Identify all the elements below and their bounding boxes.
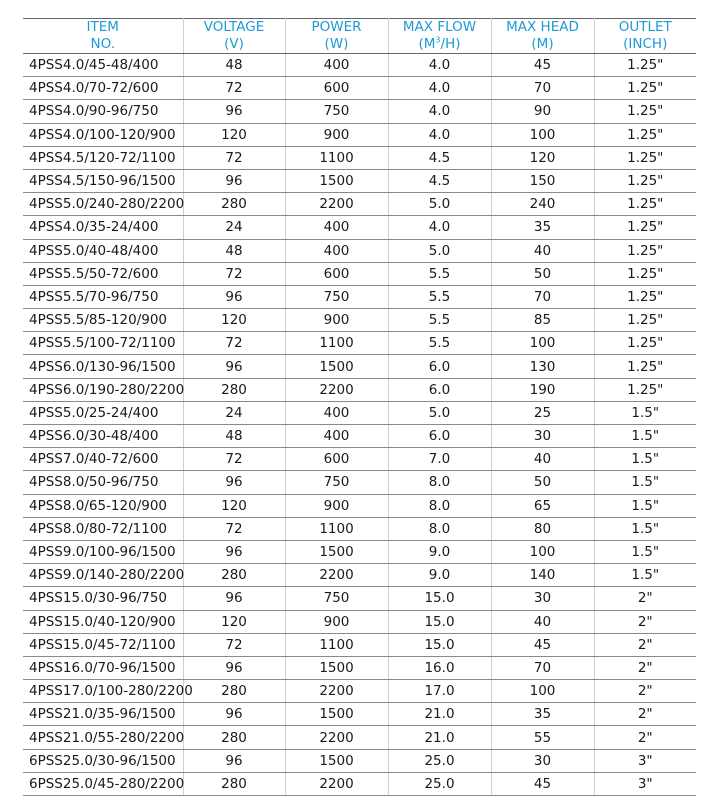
outlet-cell: 1.25" bbox=[594, 216, 696, 239]
voltage-cell: 72 bbox=[183, 448, 285, 471]
power-cell: 400 bbox=[285, 54, 388, 77]
power-cell: 750 bbox=[285, 285, 388, 308]
item-cell: 4PSS8.0/65-120/900 bbox=[23, 494, 183, 517]
power-cell: 2200 bbox=[285, 726, 388, 749]
header-row-2 bbox=[23, 36, 696, 54]
power-cell: 1500 bbox=[285, 169, 388, 192]
max-flow-cell: 8.0 bbox=[388, 517, 491, 540]
max-head-cell: 40 bbox=[491, 610, 594, 633]
item-cell: 6PSS25.0/30-96/1500 bbox=[23, 749, 183, 772]
table-row bbox=[23, 494, 696, 517]
flow-unit-prefix: (M bbox=[418, 36, 436, 52]
voltage-cell: 96 bbox=[183, 540, 285, 563]
max-flow-cell: 4.5 bbox=[388, 169, 491, 192]
header-voltage: VOLTAGE bbox=[183, 19, 285, 37]
outlet-cell: 1.25" bbox=[594, 100, 696, 123]
outlet-cell: 1.25" bbox=[594, 262, 696, 285]
header-power: POWER bbox=[285, 19, 388, 37]
voltage-cell: 48 bbox=[183, 54, 285, 77]
voltage-cell: 96 bbox=[183, 285, 285, 308]
voltage-cell: 120 bbox=[183, 309, 285, 332]
max-head-cell: 70 bbox=[491, 77, 594, 100]
outlet-cell: 1.25" bbox=[594, 355, 696, 378]
outlet-cell: 2" bbox=[594, 587, 696, 610]
voltage-cell: 280 bbox=[183, 193, 285, 216]
power-cell: 400 bbox=[285, 239, 388, 262]
table-row bbox=[23, 54, 696, 77]
voltage-cell: 120 bbox=[183, 494, 285, 517]
item-cell: 4PSS7.0/40-72/600 bbox=[23, 448, 183, 471]
max-flow-cell: 16.0 bbox=[388, 656, 491, 679]
max-flow-cell: 6.0 bbox=[388, 378, 491, 401]
max-head-cell: 45 bbox=[491, 54, 594, 77]
max-head-cell: 65 bbox=[491, 494, 594, 517]
max-flow-cell: 4.0 bbox=[388, 123, 491, 146]
power-cell: 750 bbox=[285, 471, 388, 494]
max-flow-cell: 7.0 bbox=[388, 448, 491, 471]
max-flow-cell: 5.0 bbox=[388, 193, 491, 216]
item-cell: 4PSS9.0/100-96/1500 bbox=[23, 540, 183, 563]
outlet-cell: 1.5" bbox=[594, 494, 696, 517]
voltage-cell: 48 bbox=[183, 239, 285, 262]
outlet-cell: 1.25" bbox=[594, 378, 696, 401]
max-head-cell: 50 bbox=[491, 262, 594, 285]
outlet-cell: 1.25" bbox=[594, 309, 696, 332]
max-head-cell: 85 bbox=[491, 309, 594, 332]
table-row bbox=[23, 146, 696, 169]
item-cell: 4PSS9.0/140-280/2200 bbox=[23, 564, 183, 587]
max-flow-cell: 15.0 bbox=[388, 633, 491, 656]
voltage-cell: 280 bbox=[183, 680, 285, 703]
header-power-unit: (W) bbox=[285, 36, 388, 54]
outlet-cell: 1.5" bbox=[594, 471, 696, 494]
table-row bbox=[23, 680, 696, 703]
table-row bbox=[23, 262, 696, 285]
outlet-cell: 2" bbox=[594, 656, 696, 679]
power-cell: 1500 bbox=[285, 656, 388, 679]
max-flow-cell: 25.0 bbox=[388, 749, 491, 772]
table-row bbox=[23, 332, 696, 355]
table-row bbox=[23, 239, 696, 262]
spec-table-container bbox=[23, 18, 696, 796]
power-cell: 750 bbox=[285, 587, 388, 610]
item-cell: 4PSS6.0/30-48/400 bbox=[23, 425, 183, 448]
power-cell: 900 bbox=[285, 123, 388, 146]
max-head-cell: 30 bbox=[491, 425, 594, 448]
flow-unit-suffix: /H) bbox=[440, 36, 461, 52]
max-head-cell: 240 bbox=[491, 193, 594, 216]
outlet-cell: 1.5" bbox=[594, 540, 696, 563]
max-flow-cell: 5.5 bbox=[388, 332, 491, 355]
power-cell: 400 bbox=[285, 425, 388, 448]
outlet-cell: 1.25" bbox=[594, 123, 696, 146]
outlet-cell: 1.25" bbox=[594, 332, 696, 355]
flow-unit-superscript: 3 bbox=[435, 35, 441, 45]
max-flow-cell: 5.0 bbox=[388, 239, 491, 262]
max-flow-cell: 6.0 bbox=[388, 425, 491, 448]
item-cell: 4PSS21.0/35-96/1500 bbox=[23, 703, 183, 726]
outlet-cell: 1.5" bbox=[594, 517, 696, 540]
max-head-cell: 55 bbox=[491, 726, 594, 749]
max-head-cell: 140 bbox=[491, 564, 594, 587]
max-head-cell: 130 bbox=[491, 355, 594, 378]
header-max-head-unit: (M) bbox=[491, 36, 594, 54]
max-flow-cell: 17.0 bbox=[388, 680, 491, 703]
max-head-cell: 100 bbox=[491, 332, 594, 355]
item-cell: 4PSS15.0/45-72/1100 bbox=[23, 633, 183, 656]
max-flow-cell: 25.0 bbox=[388, 772, 491, 795]
max-head-cell: 120 bbox=[491, 146, 594, 169]
max-flow-cell: 4.0 bbox=[388, 216, 491, 239]
item-cell: 4PSS5.0/240-280/2200 bbox=[23, 193, 183, 216]
voltage-cell: 280 bbox=[183, 772, 285, 795]
table-row bbox=[23, 471, 696, 494]
power-cell: 1100 bbox=[285, 332, 388, 355]
item-cell: 4PSS5.0/40-48/400 bbox=[23, 239, 183, 262]
voltage-cell: 48 bbox=[183, 425, 285, 448]
item-cell: 4PSS15.0/30-96/750 bbox=[23, 587, 183, 610]
voltage-cell: 72 bbox=[183, 77, 285, 100]
max-flow-cell: 5.5 bbox=[388, 262, 491, 285]
item-cell: 4PSS6.0/130-96/1500 bbox=[23, 355, 183, 378]
item-cell: 4PSS8.0/50-96/750 bbox=[23, 471, 183, 494]
voltage-cell: 24 bbox=[183, 401, 285, 424]
table-row bbox=[23, 448, 696, 471]
item-cell: 6PSS25.0/45-280/2200 bbox=[23, 772, 183, 795]
max-flow-cell: 5.0 bbox=[388, 401, 491, 424]
outlet-cell: 2" bbox=[594, 610, 696, 633]
power-cell: 1100 bbox=[285, 633, 388, 656]
item-cell: 4PSS4.0/45-48/400 bbox=[23, 54, 183, 77]
item-cell: 4PSS5.5/100-72/1100 bbox=[23, 332, 183, 355]
outlet-cell: 1.5" bbox=[594, 425, 696, 448]
table-row bbox=[23, 564, 696, 587]
table-row bbox=[23, 587, 696, 610]
item-cell: 4PSS21.0/55-280/2200 bbox=[23, 726, 183, 749]
item-cell: 4PSS4.0/35-24/400 bbox=[23, 216, 183, 239]
max-head-cell: 80 bbox=[491, 517, 594, 540]
max-head-cell: 45 bbox=[491, 633, 594, 656]
power-cell: 900 bbox=[285, 309, 388, 332]
voltage-cell: 280 bbox=[183, 564, 285, 587]
table-row bbox=[23, 100, 696, 123]
item-cell: 4PSS15.0/40-120/900 bbox=[23, 610, 183, 633]
table-row bbox=[23, 378, 696, 401]
voltage-cell: 72 bbox=[183, 146, 285, 169]
power-cell: 2200 bbox=[285, 564, 388, 587]
table-row bbox=[23, 425, 696, 448]
power-cell: 400 bbox=[285, 401, 388, 424]
max-head-cell: 30 bbox=[491, 587, 594, 610]
table-row bbox=[23, 401, 696, 424]
voltage-cell: 96 bbox=[183, 471, 285, 494]
max-head-cell: 25 bbox=[491, 401, 594, 424]
table-body bbox=[23, 54, 696, 796]
outlet-cell: 1.5" bbox=[594, 564, 696, 587]
max-flow-cell: 9.0 bbox=[388, 564, 491, 587]
max-flow-cell: 5.5 bbox=[388, 285, 491, 308]
voltage-cell: 72 bbox=[183, 633, 285, 656]
voltage-cell: 96 bbox=[183, 703, 285, 726]
max-flow-cell: 15.0 bbox=[388, 587, 491, 610]
max-head-cell: 70 bbox=[491, 285, 594, 308]
item-cell: 4PSS4.0/90-96/750 bbox=[23, 100, 183, 123]
voltage-cell: 96 bbox=[183, 749, 285, 772]
max-head-cell: 90 bbox=[491, 100, 594, 123]
outlet-cell: 1.25" bbox=[594, 239, 696, 262]
power-cell: 750 bbox=[285, 100, 388, 123]
power-cell: 1500 bbox=[285, 355, 388, 378]
max-flow-cell: 8.0 bbox=[388, 494, 491, 517]
outlet-cell: 3" bbox=[594, 749, 696, 772]
voltage-cell: 96 bbox=[183, 656, 285, 679]
item-cell: 4PSS4.0/100-120/900 bbox=[23, 123, 183, 146]
outlet-cell: 1.5" bbox=[594, 401, 696, 424]
table-row bbox=[23, 656, 696, 679]
header-row-1 bbox=[23, 19, 696, 37]
voltage-cell: 280 bbox=[183, 726, 285, 749]
max-head-cell: 100 bbox=[491, 540, 594, 563]
table-row bbox=[23, 610, 696, 633]
max-head-cell: 40 bbox=[491, 239, 594, 262]
outlet-cell: 3" bbox=[594, 772, 696, 795]
item-cell: 4PSS16.0/70-96/1500 bbox=[23, 656, 183, 679]
max-flow-cell: 4.5 bbox=[388, 146, 491, 169]
power-cell: 400 bbox=[285, 216, 388, 239]
power-cell: 1500 bbox=[285, 703, 388, 726]
voltage-cell: 120 bbox=[183, 123, 285, 146]
pump-spec-table bbox=[23, 18, 696, 796]
header-max-head: MAX HEAD bbox=[491, 19, 594, 37]
max-head-cell: 35 bbox=[491, 703, 594, 726]
power-cell: 1500 bbox=[285, 540, 388, 563]
outlet-cell: 1.25" bbox=[594, 54, 696, 77]
table-row bbox=[23, 703, 696, 726]
table-row bbox=[23, 633, 696, 656]
max-flow-cell: 4.0 bbox=[388, 100, 491, 123]
header-outlet: OUTLET bbox=[594, 19, 696, 37]
item-cell: 4PSS5.5/85-120/900 bbox=[23, 309, 183, 332]
outlet-cell: 2" bbox=[594, 633, 696, 656]
table-row bbox=[23, 285, 696, 308]
outlet-cell: 2" bbox=[594, 680, 696, 703]
power-cell: 900 bbox=[285, 610, 388, 633]
max-head-cell: 30 bbox=[491, 749, 594, 772]
item-cell: 4PSS6.0/190-280/2200 bbox=[23, 378, 183, 401]
table-row bbox=[23, 517, 696, 540]
power-cell: 1100 bbox=[285, 146, 388, 169]
power-cell: 1100 bbox=[285, 517, 388, 540]
power-cell: 900 bbox=[285, 494, 388, 517]
header-max-flow: MAX FLOW bbox=[388, 19, 491, 37]
table-row bbox=[23, 216, 696, 239]
outlet-cell: 1.25" bbox=[594, 169, 696, 192]
header-item-unit: NO. bbox=[23, 36, 183, 54]
item-cell: 4PSS5.0/25-24/400 bbox=[23, 401, 183, 424]
table-row bbox=[23, 169, 696, 192]
max-head-cell: 40 bbox=[491, 448, 594, 471]
outlet-cell: 2" bbox=[594, 726, 696, 749]
table-row bbox=[23, 726, 696, 749]
item-cell: 4PSS4.5/150-96/1500 bbox=[23, 169, 183, 192]
outlet-cell: 1.25" bbox=[594, 77, 696, 100]
voltage-cell: 96 bbox=[183, 355, 285, 378]
table-row bbox=[23, 193, 696, 216]
voltage-cell: 72 bbox=[183, 332, 285, 355]
item-cell: 4PSS5.5/50-72/600 bbox=[23, 262, 183, 285]
max-flow-cell: 4.0 bbox=[388, 77, 491, 100]
item-cell: 4PSS5.5/70-96/750 bbox=[23, 285, 183, 308]
outlet-cell: 1.25" bbox=[594, 146, 696, 169]
max-head-cell: 100 bbox=[491, 680, 594, 703]
header-voltage-unit: (V) bbox=[183, 36, 285, 54]
power-cell: 600 bbox=[285, 448, 388, 471]
item-cell: 4PSS17.0/100-280/2200 bbox=[23, 680, 183, 703]
table-row bbox=[23, 772, 696, 795]
header-max-flow-unit bbox=[388, 36, 491, 54]
outlet-cell: 1.5" bbox=[594, 448, 696, 471]
voltage-cell: 96 bbox=[183, 587, 285, 610]
voltage-cell: 280 bbox=[183, 378, 285, 401]
header-outlet-unit: (INCH) bbox=[594, 36, 696, 54]
header-item: ITEM bbox=[23, 19, 183, 37]
power-cell: 600 bbox=[285, 262, 388, 285]
voltage-cell: 96 bbox=[183, 169, 285, 192]
item-cell: 4PSS4.0/70-72/600 bbox=[23, 77, 183, 100]
power-cell: 2200 bbox=[285, 378, 388, 401]
table-row bbox=[23, 749, 696, 772]
voltage-cell: 72 bbox=[183, 262, 285, 285]
item-cell: 4PSS8.0/80-72/1100 bbox=[23, 517, 183, 540]
table-header bbox=[23, 19, 696, 54]
max-flow-cell: 4.0 bbox=[388, 54, 491, 77]
power-cell: 2200 bbox=[285, 772, 388, 795]
table-row bbox=[23, 123, 696, 146]
table-row bbox=[23, 77, 696, 100]
outlet-cell: 1.25" bbox=[594, 193, 696, 216]
max-head-cell: 50 bbox=[491, 471, 594, 494]
max-head-cell: 100 bbox=[491, 123, 594, 146]
max-head-cell: 45 bbox=[491, 772, 594, 795]
voltage-cell: 120 bbox=[183, 610, 285, 633]
max-flow-cell: 21.0 bbox=[388, 726, 491, 749]
voltage-cell: 24 bbox=[183, 216, 285, 239]
max-head-cell: 190 bbox=[491, 378, 594, 401]
max-flow-cell: 5.5 bbox=[388, 309, 491, 332]
table-row bbox=[23, 355, 696, 378]
max-flow-cell: 8.0 bbox=[388, 471, 491, 494]
voltage-cell: 96 bbox=[183, 100, 285, 123]
max-head-cell: 70 bbox=[491, 656, 594, 679]
table-row bbox=[23, 309, 696, 332]
max-flow-cell: 6.0 bbox=[388, 355, 491, 378]
max-head-cell: 150 bbox=[491, 169, 594, 192]
outlet-cell: 1.25" bbox=[594, 285, 696, 308]
power-cell: 600 bbox=[285, 77, 388, 100]
table-row bbox=[23, 540, 696, 563]
power-cell: 2200 bbox=[285, 680, 388, 703]
item-cell: 4PSS4.5/120-72/1100 bbox=[23, 146, 183, 169]
outlet-cell: 2" bbox=[594, 703, 696, 726]
power-cell: 1500 bbox=[285, 749, 388, 772]
power-cell: 2200 bbox=[285, 193, 388, 216]
max-flow-cell: 9.0 bbox=[388, 540, 491, 563]
voltage-cell: 72 bbox=[183, 517, 285, 540]
max-head-cell: 35 bbox=[491, 216, 594, 239]
max-flow-cell: 15.0 bbox=[388, 610, 491, 633]
max-flow-cell: 21.0 bbox=[388, 703, 491, 726]
